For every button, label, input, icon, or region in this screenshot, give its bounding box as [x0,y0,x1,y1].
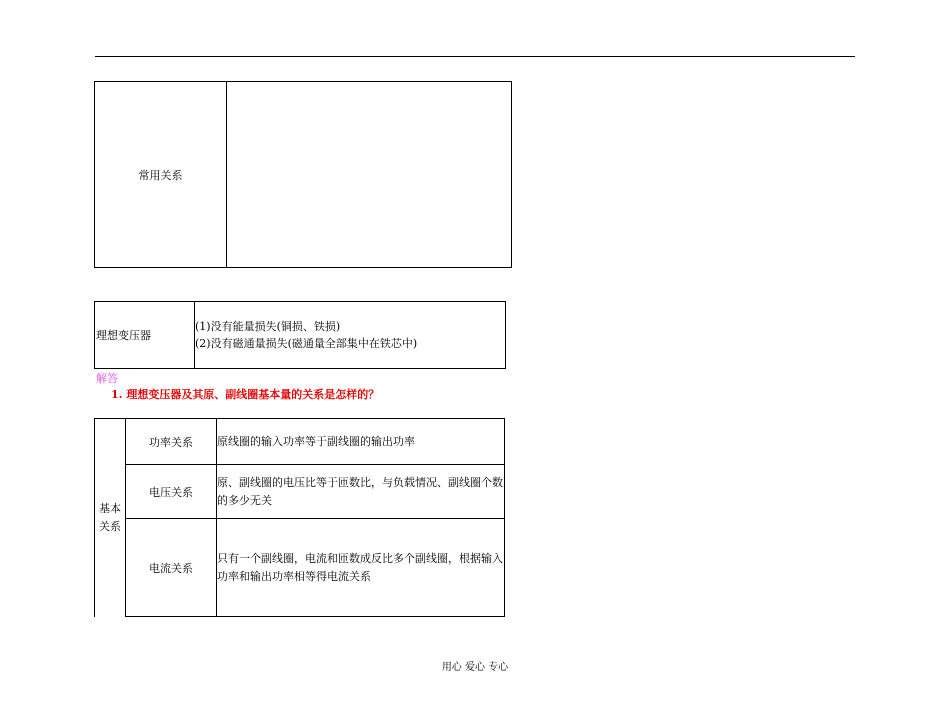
relation-value: 只有一个副线圈，电流和匝数成反比多个副线圈，根据输入功率和输出功率相等得电流关系 [217,519,505,617]
relation-value: 原线圈的输入功率等于副线圈的输出功率 [217,419,505,465]
basic-relations-table [94,418,505,617]
group-label-line-2: 关系 [99,519,121,533]
common-relations-content [227,82,512,268]
basic-relations-group-label [95,419,126,617]
relation-name: 电压关系 [126,465,217,519]
condition-line-1: (1)没有能量损失(铜损、铁损) [195,320,341,333]
page-footer: 用心 爱心 专心 [441,662,509,673]
common-relations-label: 常用关系 [95,82,227,268]
question-heading: 1. 理想变压器及其原、副线圈基本量的关系是怎样的？ [111,388,380,401]
answer-label: 解答 [96,372,118,385]
group-label-line-1: 基本 [99,501,121,515]
ideal-transformer-table [94,301,506,369]
relation-value: 原、副线圈的电压比等于匝数比，与负载情况、副线圈个数的多少无关 [217,465,505,519]
relation-name: 电流关系 [126,519,217,617]
relation-name: 功率关系 [126,419,217,465]
ideal-transformer-conditions [195,302,506,369]
common-relations-table [94,81,512,268]
ideal-transformer-label: 理想变压器 [95,302,195,369]
condition-line-2: (2)没有磁通量损失(磁通量全部集中在铁芯中) [195,337,418,350]
header-rule [95,56,855,57]
